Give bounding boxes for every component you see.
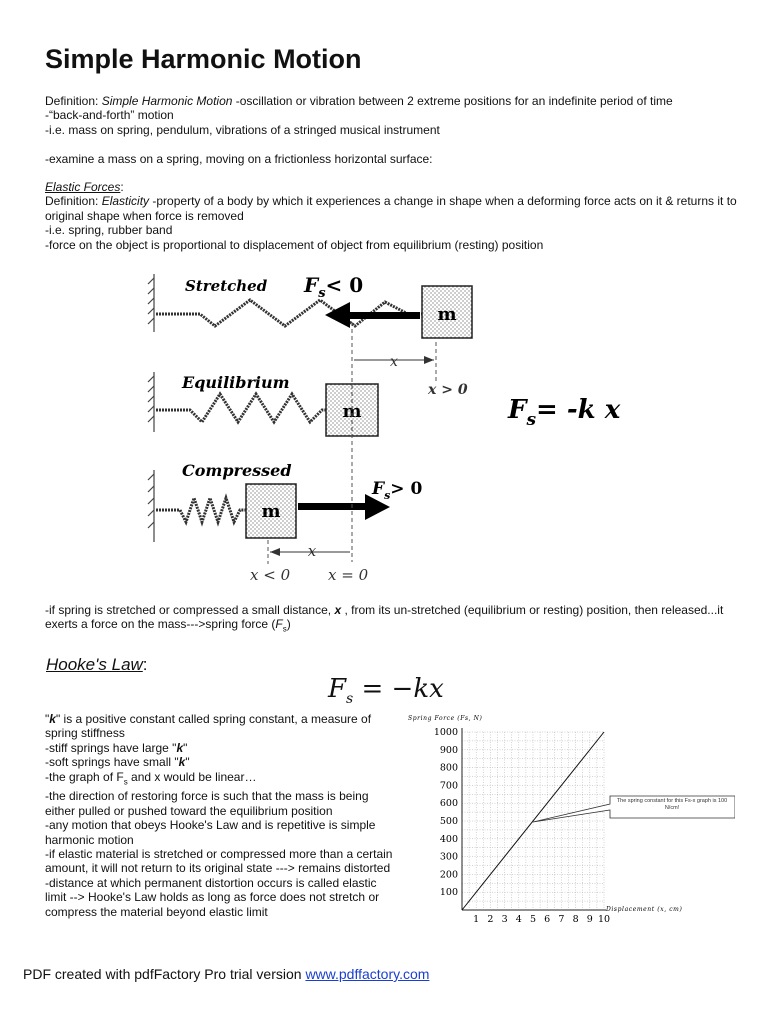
elastic-block [45,180,745,252]
hooke-eq-sub: s [346,691,354,708]
elastic-colon: : [120,180,124,194]
chart-xlabel: Displacement (x, cm) [606,906,683,913]
footer-text: PDF created with pdfFactory Pro trial version [23,966,306,982]
x-tick-label: 1 [473,914,480,925]
elastic-line2: -i.e. spring, rubber band [45,223,173,238]
label-equilibrium: Equilibrium [182,373,290,392]
chart-ticks [434,727,610,925]
elastic-prefix: Definition: [45,194,102,209]
x-tick-label: 8 [572,914,579,925]
footer [23,966,429,982]
para2-b: , from its un-stretched (equilibrium or resting) position, then released...it exerts a force on the mass--->spring force ( [45,603,727,632]
wall-middle [148,372,154,432]
para2-c: ) [286,617,291,632]
notes-l8: -distance at which permanent distortion occurs is called elastic limit --> Hooke's Law holds as long as force does not stretch or compress the material beyond elastic limit [45,875,383,919]
x-eq-label: x = 0 [328,566,369,584]
definition-term: Simple Harmonic Motion [101,94,233,108]
elastic-text: -property of a body by which it experiences a change in shape when a deforming force acts on it & returns it to original shape when force is removed [45,194,741,223]
spring-force-paragraph [45,603,735,637]
elastic-line3: -force on the object is proportional to displacement of object from equilibrium (resting) position [45,237,544,252]
spring-equilibrium [156,394,326,422]
para2-fs: F [275,617,283,632]
notes-k3: k [178,755,186,770]
spring-force-chart [400,710,735,930]
notes-l6: -any motion that obeys Hooke's Law and is repetitive is simple harmonic motion [45,818,379,847]
hooke-heading [46,655,148,675]
definition-prefix: Definition: [45,94,102,108]
hooke-equation [328,674,444,707]
y-tick-label: 1000 [433,727,458,738]
definition-line2: -“back-and-forth” motion [45,108,174,123]
x-tick-label: 10 [597,914,611,925]
notes-l1b: " is a positive constant called spring constant, a measure of spring stiffness [45,712,375,741]
notes-l3a: -soft springs have small " [45,755,179,770]
y-tick-label: 500 [439,816,458,827]
notes-k: k [49,712,56,726]
mass-label-stretched: m [437,304,457,325]
fs-label-top: $F_s< 0$ [304,273,364,301]
definition-block [45,94,745,166]
notes-l3b: " [185,755,190,770]
fs-label-bottom: $F_s> 0$ [372,479,423,502]
notes-l4b: and x would be linear… [127,769,257,784]
x-tick-label: 9 [586,914,593,925]
hooke-eq-f: F [328,674,347,704]
definition-text: -oscillation or vibration between 2 extreme positions for an indefinite period of time [232,94,673,108]
page-title: Simple Harmonic Motion [45,44,362,74]
chart-ylabel: Spring Force (Fs, N) [408,715,483,722]
x-label-top: x [390,354,398,370]
y-tick-label: 300 [439,851,458,863]
x-tick-label: 7 [558,914,565,925]
y-tick-label: 900 [439,744,458,756]
notes-l2b: " [183,740,188,755]
x-tick-label: 4 [515,914,522,925]
spring-compressed [156,498,246,522]
hooke-colon: : [142,655,148,674]
label-compressed: Compressed [182,461,292,480]
x-tick-label: 6 [544,914,551,925]
y-tick-label: 800 [439,762,458,774]
wall-bottom [148,470,154,542]
x-tick-label: 2 [487,914,494,925]
x-label-bottom: x [307,542,317,560]
y-tick-label: 700 [439,780,458,792]
para2-x: x [334,603,342,617]
notes-l7: -if elastic material is stretched or compressed more than a certain amount, it will not return to its original state ---> remains distorted [45,847,396,876]
spring-figure [140,262,640,592]
notes-l4a: -the graph of F [45,769,124,784]
para2-a: -if spring is stretched or compressed a small distance, [45,603,335,617]
chart-annotation [533,796,735,822]
elastic-term: Elasticity [101,194,150,209]
y-tick-label: 200 [439,869,458,881]
force-arrow-left [325,302,420,328]
mass-label-equilibrium: m [342,401,362,422]
para2-fs-sub: s [282,624,287,634]
notes-l2a: -stiff springs have large " [45,740,177,755]
y-tick-label: 100 [439,887,458,899]
notes-l1a: " [45,712,50,726]
footer-link[interactable]: www.pdffactory.com [305,966,430,982]
hooke-eq-rest: = −kx [353,674,444,704]
definition-line3: -i.e. mass on spring, pendulum, vibrations of a stringed musical instrument [45,122,440,137]
notes-l4sub: s [123,777,128,787]
notes-k2: k [176,740,184,755]
hooke-heading-text: Hooke's Law [46,655,143,674]
x-tick-label: 5 [529,914,537,925]
y-tick-label: 400 [439,833,458,845]
y-tick-label: 600 [439,798,458,810]
mass-label-compressed: m [261,501,281,522]
label-stretched: Stretched [185,277,268,295]
elastic-heading: Elastic Forces [45,180,121,194]
hooke-notes [45,712,395,919]
x-lt-label: x < 0 [250,566,291,584]
definition-line4: -examine a mass on a spring, moving on a frictionless horizontal surface: [45,151,433,166]
formula: $F_s= -k$ x [508,395,621,430]
chart-annotation-text: The spring constant for this Fs-x graph is 100 N/cm! [616,798,728,811]
x-tick-label: 3 [501,914,508,925]
x-gt-label: x > 0 [428,382,468,398]
notes-l5: -the direction of restoring force is such that the mass is being either pulled or pushed toward the equilibrium position [45,789,372,818]
wall-top [148,274,154,332]
